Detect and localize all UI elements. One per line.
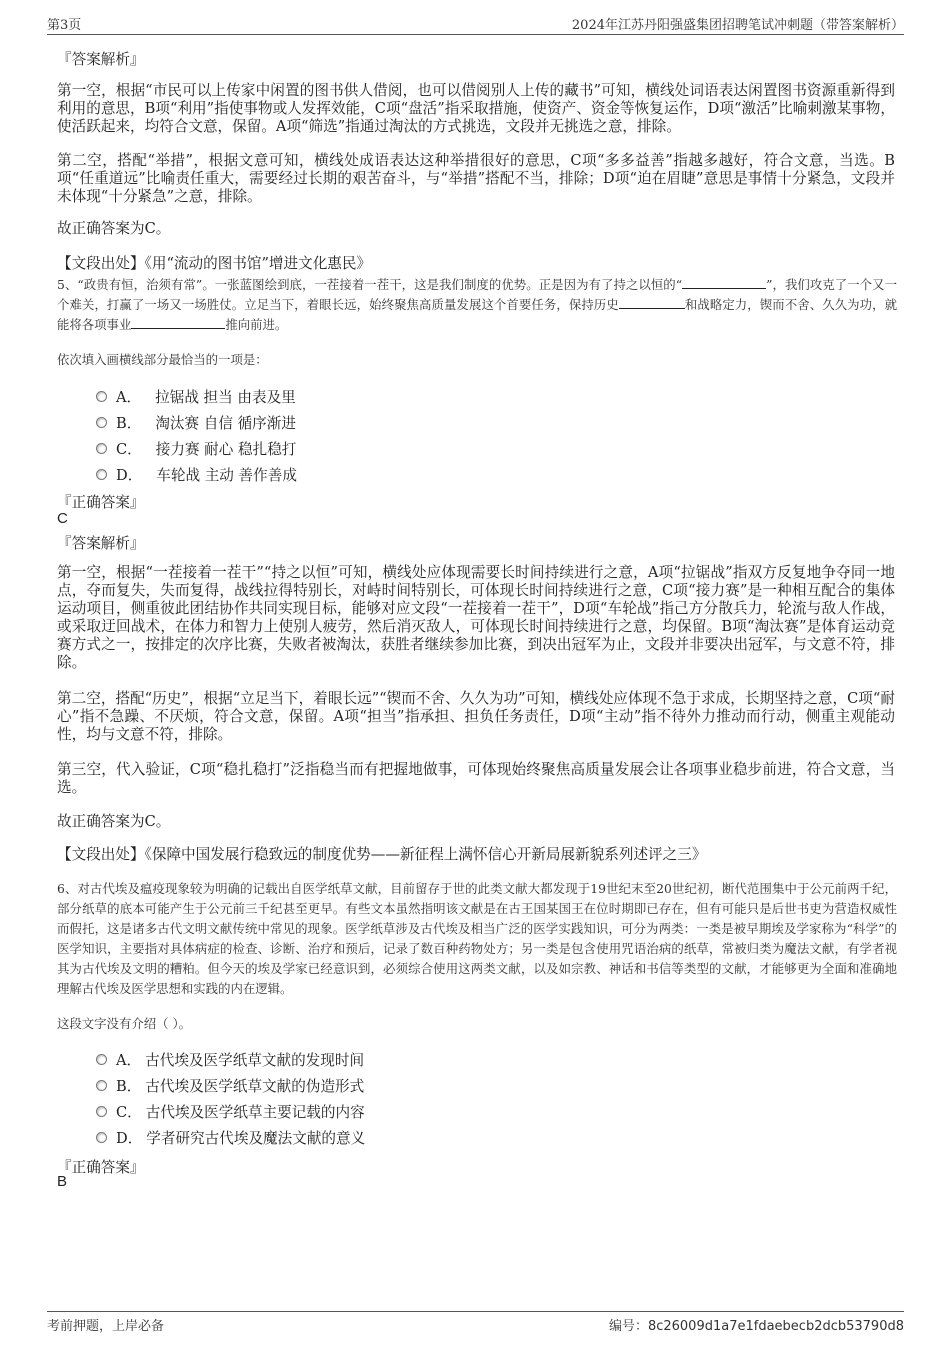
q5-stem-part2: ”，我们攻克了一个又一个难关，打赢了一场又一场胜仗。立足当下，着眼长远，始终聚焦高质量发展这个首要任务，保持历史 (57, 277, 897, 312)
q5-analysis-label: 『答案解析』 (57, 535, 145, 552)
q5-blank-2 (619, 296, 685, 309)
q5-stem-part4: 推向前进。 (225, 317, 288, 332)
option-letter: C． (116, 441, 142, 458)
q6-option-b[interactable] (96, 1075, 364, 1096)
option-text: 拉锯战 担当 由表及里 (155, 389, 296, 406)
q5-conclusion: 故正确答案为C。 (57, 813, 171, 830)
q5-blank-3 (131, 316, 225, 329)
q5-analysis-p3: 第三空，代入验证，C项“稳扎稳打”泛指稳当而有把握地做事，可体现始终聚焦高质量发展会让各项事业稳步前进，符合文意，当选。 (57, 761, 895, 796)
q6-prompt: 这段文字没有介绍（ ）。 (57, 1016, 192, 1031)
q4-source: 【文段出处】《用“流动的图书馆”增进文化惠民》 (57, 255, 372, 272)
q5-analysis-p2: 第二空，搭配“历史”，根据“立足当下，着眼长远”“锲而不舍、久久为功”可知，横线处应体现不急于求成，长期坚持之意，C项“耐心”指不急躁、不厌烦，符合文意，保留。A项“担当”指承担、担负任务责任，D项“主动”指不待外力推动而行动，侧重主观能动性，均与文意不符，排除。 (57, 690, 895, 743)
page-number: 第3页 (47, 18, 82, 33)
q4-conclusion: 故正确答案为C。 (57, 220, 171, 237)
option-letter: D． (116, 467, 143, 484)
q4-analysis-p2: 第二空，搭配“举措”，根据文意可知，横线处成语表达这种举措很好的意思，C项“多多益善”指越多越好，符合文意，当选。B项“任重道远”比喻责任重大，需要经过长期的艰苦奋斗，与“举措”搭配不当，排除；D项“迫在眉睫”意思是事情十分紧急，文段并未体现“十分紧急”之意，排除。 (57, 152, 895, 205)
option-text: 学者研究古代埃及魔法文献的意义 (146, 1130, 366, 1147)
q5-option-a[interactable] (96, 386, 296, 407)
option-text: 车轮战 主动 善作善成 (156, 467, 297, 484)
q5-prompt: 依次填入画横线部分最恰当的一项是： (57, 352, 268, 367)
radio-icon[interactable] (96, 1106, 107, 1117)
footer-slogan: 考前押题，上岸必备 (47, 1319, 165, 1334)
q5-analysis-p1: 第一空，根据“一茬接着一茬干”“持之以恒”可知，横线处应体现需要长时间持续进行之意，A项“拉锯战”指双方反复地争夺同一地点，夺而复失，失而复得，战线拉得特别长，对峙时间特别长，可体现长时间持续进行之意，C项“接力赛”是一种相互配合的集体运动项目，侧重彼此团结协作共同实现目标，能够对应文段“一茬接着一茬干”，D项“车轮战”指己方分散兵力，轮流与敌人作战，或采取迂回战术，在体力和智力上使别人疲劳，然后消灭敌人，可体现长时间持续进行之意，均保留。B项“淘汰赛”是体育运动竞赛方式之一，按排定的次序比赛，失败者被淘汰，获胜者继续参加比赛，到决出冠军为止，文段并非要决出冠军，与文意不符，排除。 (57, 564, 895, 671)
q5-option-c[interactable] (96, 438, 296, 459)
document-title: 2024年江苏丹阳强盛集团招聘笔试冲刺题（带答案解析） (571, 18, 904, 33)
q5-option-d[interactable] (96, 464, 297, 485)
q5-correct-label: 『正确答案』 (57, 494, 145, 511)
q6-correct-label: 『正确答案』 (57, 1159, 145, 1176)
q4-analysis-p1: 第一空，根据“市民可以上传家中闲置的图书供人借阅，也可以借阅别人上传的藏书”可知，横线处词语表达闲置图书资源重新得到利用的意思，B项“利用”指使事物或人发挥效能，C项“盘活”指采取措施，使资产、资金等恢复运作，D项“激活”比喻刺激某事物，使活跃起来，均符合文意，保留。A项“筛选”指通过淘汰的方式挑选，文段并无挑选之意，排除。 (57, 82, 895, 135)
option-letter: D． (116, 1130, 143, 1147)
radio-icon[interactable] (96, 1054, 107, 1065)
option-text: 古代埃及医学纸草文献的伪造形式 (145, 1078, 365, 1095)
footer-code-value: 8c26009d1a7e1fdaebecb2dcb53790d8 (647, 1319, 904, 1334)
option-text: 古代埃及医学纸草主要记载的内容 (145, 1104, 365, 1121)
option-text: 淘汰赛 自信 循序渐进 (155, 415, 296, 432)
option-letter: B． (116, 415, 142, 432)
q5-correct-answer: C (57, 510, 68, 527)
option-letter: B． (116, 1078, 142, 1095)
q5-option-b[interactable] (96, 412, 296, 433)
q6-stem: 6、对古代埃及瘟疫现象较为明确的记载出自医学纸草文献，目前留存于世的此类文献大都发现于19世纪末至20世纪初，断代范围集中于公元前两千纪，部分纸草的底本可能产生于公元前三千纪甚至更早。有些文本虽然指明该文献是在古王国某国王在位时期即已存在，但有可能只是后世书吏为营造权威性而假托，这是诸多古代文明文献传统中常见的现象。医学纸草涉及古代埃及相当广泛的医学实践知识，可分为两类：一类是被早期埃及学家称为“科学”的医学知识，主要指对具体病症的检查、诊断、治疗和预后，记录了数百种药物处方；另一类是包含使用咒语治病的纸草，常被归类为魔法文献，有学者视其为古代埃及文明的糟粕。但今天的埃及学家已经意识到，必须综合使用这两类文献，以及如宗教、神话和书信等类型的文献，才能够更为全面和准确地理解古代埃及医学思想和实践的内在逻辑。 (57, 881, 897, 996)
q5-stem-part1: 5、“政贵有恒，治须有常”。一张蓝图绘到底，一茬接着一茬干，这是我们制度的优势。正是因为有了持之以恒的“ (57, 277, 683, 292)
radio-icon[interactable] (96, 1132, 107, 1143)
option-letter: C． (116, 1104, 142, 1121)
q6-option-c[interactable] (96, 1101, 365, 1122)
q6-option-d[interactable] (96, 1127, 365, 1148)
q6-correct-answer: B (57, 1173, 68, 1190)
q5-stem (57, 275, 897, 335)
q6-option-a[interactable] (96, 1049, 364, 1070)
option-text: 接力赛 耐心 稳扎稳打 (155, 441, 297, 458)
q4-analysis-label: 『答案解析』 (57, 51, 145, 68)
q5-source: 【文段出处】《保障中国发展行稳致远的制度优势——新征程上满怀信心开新局展新貌系列述评之三》 (57, 846, 707, 863)
radio-icon[interactable] (96, 1080, 107, 1091)
radio-icon[interactable] (96, 391, 107, 402)
page-footer (47, 1311, 904, 1335)
option-letter: A． (116, 389, 142, 406)
footer-code (609, 1315, 904, 1334)
radio-icon[interactable] (96, 443, 107, 454)
option-text: 古代埃及医学纸草文献的发现时间 (145, 1052, 365, 1069)
option-letter: A． (116, 1052, 142, 1069)
q5-blank-1 (682, 276, 766, 289)
radio-icon[interactable] (96, 417, 107, 428)
q5-stem-part3: 和战略定力，锲而不舍、久久为功，就能将各项事业 (57, 297, 898, 332)
radio-icon[interactable] (96, 469, 107, 480)
footer-code-label: 编号： (608, 1319, 648, 1334)
page-header (47, 12, 904, 35)
